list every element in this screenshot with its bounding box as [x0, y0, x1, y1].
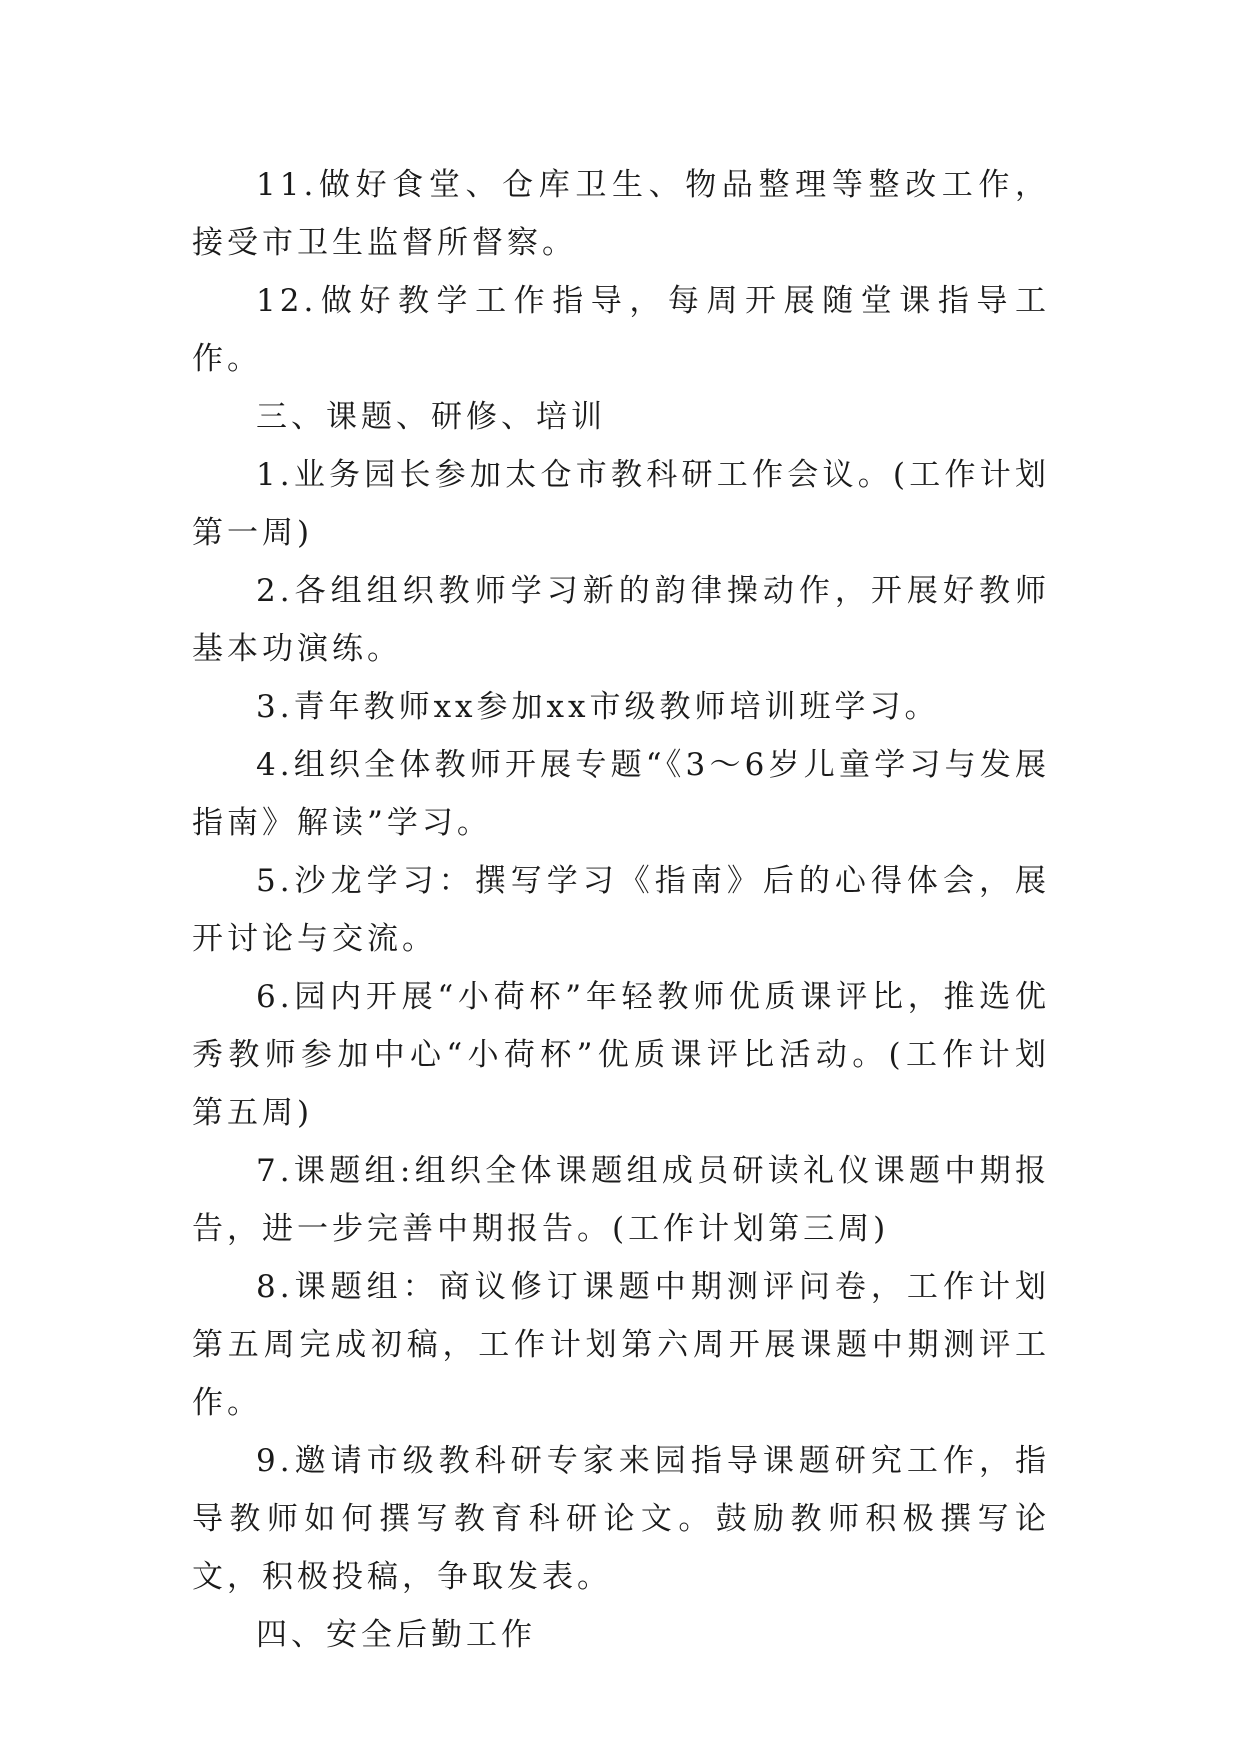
paragraph-item-5: 5.沙龙学习：撰写学习《指南》后的心得体会，展开讨论与交流。	[192, 863, 1050, 957]
paragraph-item-12: 12.做好教学工作指导，每周开展随堂课指导工作。	[192, 283, 1050, 377]
paragraph-item-6: 6.园内开展“小荷杯”年轻教师优质课评比，推选优秀教师参加中心“小荷杯”优质课评比活动。(工作计划第五周)	[192, 979, 1050, 1131]
paragraph-item-7: 7.课题组:组织全体课题组成员研读礼仪课题中期报告，进一步完善中期报告。(工作计划第三周)	[192, 1153, 1050, 1247]
paragraph-item-8: 8.课题组：商议修订课题中期测评问卷，工作计划第五周完成初稿，工作计划第六周开展课题中期测评工作。	[192, 1269, 1050, 1421]
paragraph-item-9: 9.邀请市级教科研专家来园指导课题研究工作，指导教师如何撰写教育科研论文。鼓励教师积极撰写论文，积极投稿，争取发表。	[192, 1443, 1050, 1595]
document-body	[192, 156, 1050, 1664]
paragraph-item-2: 2.各组组织教师学习新的韵律操动作，开展好教师基本功演练。	[192, 573, 1050, 667]
paragraph-item-1: 1.业务园长参加太仓市教科研工作会议。(工作计划第一周)	[192, 457, 1050, 551]
paragraph-item-3: 3.青年教师xx参加xx市级教师培训班学习。	[256, 689, 940, 725]
section-heading-3: 三、课题、研修、培训	[256, 399, 606, 435]
section-heading-4: 四、安全后勤工作	[256, 1617, 536, 1653]
paragraph-item-4: 4.组织全体教师开展专题“《3～6岁儿童学习与发展指南》解读”学习。	[192, 747, 1050, 841]
paragraph-item-11: 11.做好食堂、仓库卫生、物品整理等整改工作，接受市卫生监督所督察。	[192, 167, 1050, 261]
